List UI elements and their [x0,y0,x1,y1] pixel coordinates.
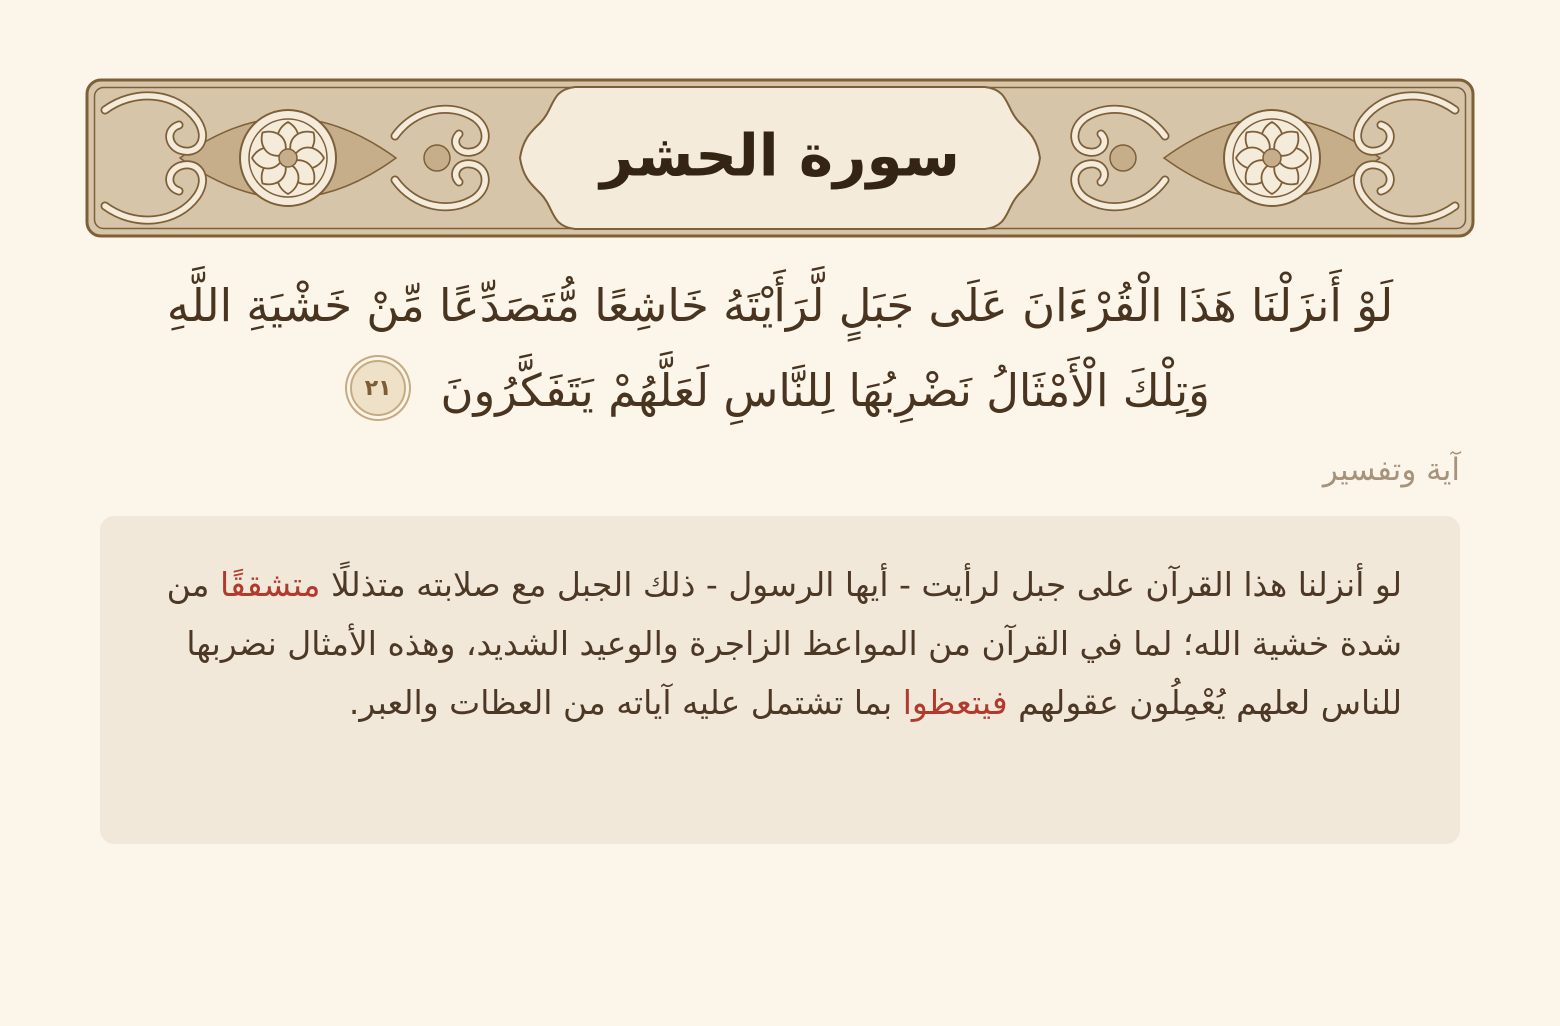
tafsir-box [100,516,1460,844]
tafsir-highlight-2: فيتعظوا [902,682,1008,722]
verse-line-1: لَوْ أَنزَلْنَا هَذَا الْقُرْءَانَ عَلَى جَبَلٍ لَّرَأَيْتَهُ خَاشِعًا مُّتَصَدِّعًا مِّنْ خَشْيَةِ اللَّهِ [166,279,1394,332]
section-label: آية وتفسير [1322,452,1460,489]
tafsir-segment-3: بما تشتمل عليه آياته من العظات والعبر. [348,682,903,722]
verse-block [0,276,1560,422]
tafsir-segment-1: لو أنزلنا هذا القرآن على جبل لرأيت - أيها الرسول - ذلك الجبل مع صلابته متذللًا [320,565,1402,605]
tafsir-highlight-1: متشققًا [219,565,321,605]
tafsir-segment-2: من شدة خشية الله؛ لما في القرآن من المواعظ الزاجرة والوعيد الشديد، وهذه الأمثال نضربها للناس لعلهم يُعْمِلُون عقولهم [166,565,1402,722]
surah-header-banner [85,78,1475,238]
verse-line-2 [0,361,1560,422]
surah-title: سورة الحشر [600,121,960,190]
verse-line-2-text: وَتِلْكَ الْأَمْثَالُ نَضْرِبُهَا لِلنَّاسِ لَعَلَّهُمْ يَتَفَكَّرُونَ [440,364,1210,418]
page-background [0,78,1560,1026]
ayah-end-marker: ٢١ [350,360,406,416]
tafsir-text [158,556,1402,732]
